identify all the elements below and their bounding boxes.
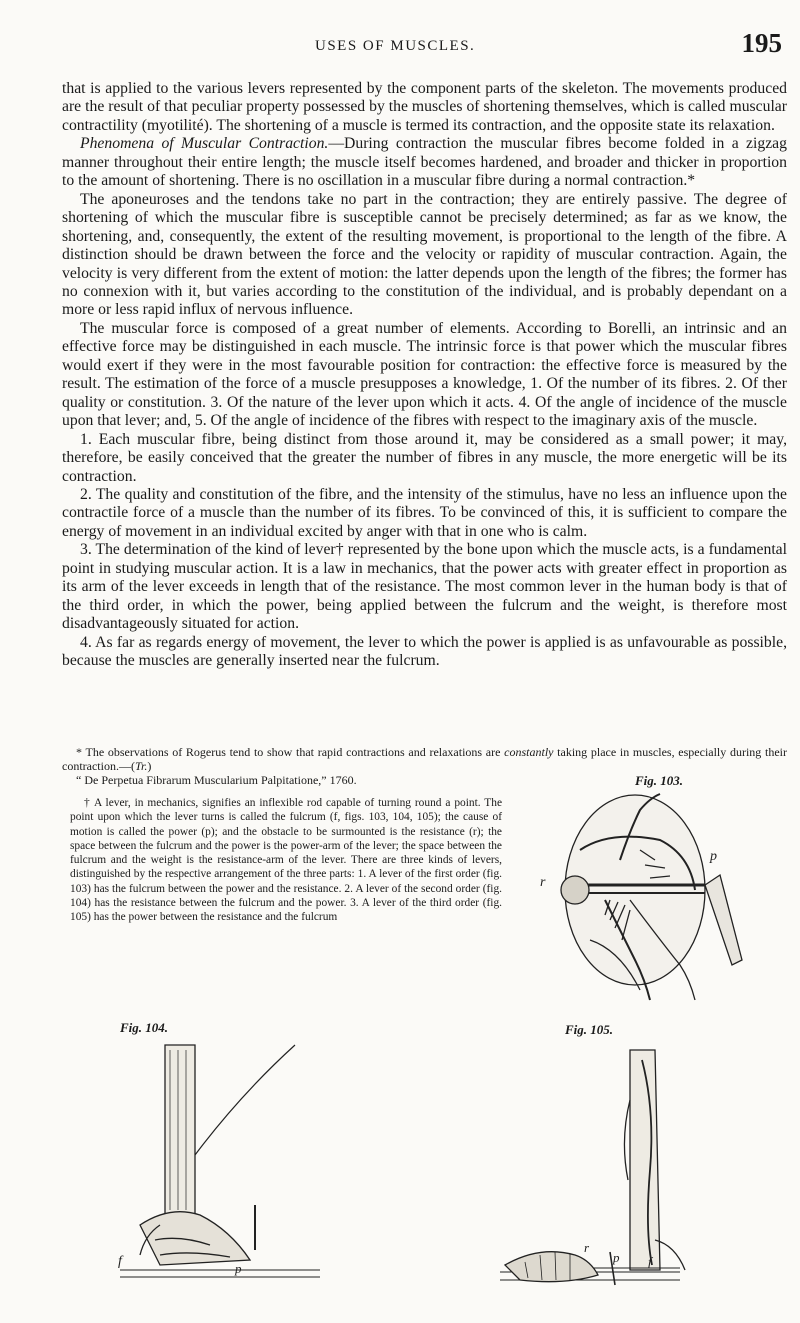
fig-105-f-label: f xyxy=(648,1254,652,1269)
paragraph: 2. The quality and constitution of the fibre, and the intensity of the stimulus, have no less an influence upon the contractile force of a muscle than the number of its fibres. To be convinced of this, it is sufficient to compare the energy of movement in an individual excited by anger with that in one who is calm. xyxy=(62,485,787,540)
page-number: 195 xyxy=(741,28,782,58)
page-header xyxy=(70,28,782,74)
section-heading: Phenomena of Muscular Contraction. xyxy=(80,135,329,153)
main-text xyxy=(62,80,787,671)
footnote-source: “ De Perpetua Fibrarum Muscularium Palpitatione,” 1760. xyxy=(76,773,357,787)
fig-104-illustration xyxy=(100,1035,340,1305)
fig-105-p-label: p xyxy=(613,1250,620,1265)
fig-103-label: Fig. 103. xyxy=(635,773,684,788)
paragraph: Phenomena of Muscular Contraction.—During contraction the muscular fibres become folded in a zigzag manner throughout their entire length; the muscle itself becomes hardened, and broader and thicker in proportion to the amount of shortening. There is no oscillation in a muscular fibre during a normal contraction.* xyxy=(62,135,787,190)
paragraph: 1. Each muscular fibre, being distinct from those around it, may be considered as a small power; it may, therefore, be easily conceived that the greater the number of fibres in any muscle, the more energetic will be its contraction. xyxy=(62,430,787,485)
footnote-dagger: † A lever, in mechanics, signifies an inflexible rod capable of turning round a point. The point upon which the lever turns is called the fulcrum (f, figs. 103, 104, 105); the cause of motion is called the power (p); and the obstacle to be surmounted is the resistance (r); the space between the fulcrum and the power is the power-arm of the lever; the space between the fulcrum and the weight is the resistance-arm of the lever. There are three kinds of levers, distinguished by the respective arrangement of the three parts: 1. A lever of the first order (fig. 103) has the fulcrum between the power and the resistance. 2. A lever of the second order (fig. 104) has the resistance between the fulcrum and the power. 3. A lever of the third order (fig. 105) has the power between the resistance and the fulcrum xyxy=(70,797,502,924)
fig-105-label: Fig. 105. xyxy=(565,1022,614,1037)
fig-105-illustration xyxy=(480,1040,710,1310)
fig-103-illustration xyxy=(510,790,780,1020)
fig-103-r-label: r xyxy=(540,875,546,890)
footnote-star: * The observations of Rogerus tend to show that rapid contractions and relaxations are constantly taking place in muscles, especially during their contraction.—(Tr.) “ De Perpetua Fibrarum Muscularium Palpitatione,” 1760. xyxy=(62,745,787,787)
fig-104-label: Fig. 104. xyxy=(120,1020,169,1035)
paragraph: 3. The determination of the kind of lever† represented by the bone upon which the muscle acts, is a fundamental point in studying muscular action. It is a law in mechanics, that the power acts with greater effect in proportion as its arm of the lever exceeds in length that of the resistance. The most common lever in the human body is that of the third order, in which the power, being applied between the fulcrum and the weight, is therefore most disadvantageously situated for action. xyxy=(62,541,787,633)
fig-105-r-label: r xyxy=(584,1240,590,1255)
paragraph: 4. As far as regards energy of movement, the lever to which the power is applied is as unfavourable as possible, because the muscles are generally inserted near the fulcrum. xyxy=(62,633,787,670)
fig-104-f-label: f xyxy=(118,1254,122,1269)
running-title: USES OF MUSCLES. xyxy=(315,38,476,54)
fig-103-p-label: p xyxy=(710,849,717,864)
fig-104-p-label: p xyxy=(235,1261,242,1276)
paragraph: The aponeuroses and the tendons take no part in the contraction; they are entirely passive. The degree of shortening of which the muscular fibre is susceptible cannot be precisely determined; as far as we know, the shortening, and, consequently, the extent of the resulting movement, is proportional to the length of the fibre. A distinction should be drawn between the force and the velocity or rapidity of muscular contraction. Again, the velocity is very different from the extent of motion: the latter depends upon the length of the fibres; the former has no connexion with it, but varies according to the constitution of the individual, and is probably dependant on a more or less rapid influx of nervous influence. xyxy=(62,190,787,319)
paragraph: The muscular force is composed of a great number of elements. According to Borelli, an intrinsic and an effective force may be distinguished in each muscle. The intrinsic force is that power which the muscular fibres would exert if they were in the most favourable position for contraction: the effective force is measured by the result. The estimation of the force of a muscle presupposes a knowledge, 1. Of the number of its fibres. 2. Of ther quality or constitution. 3. Of the nature of the lever upon which it acts. 4. Of the angle of incidence of the muscle upon that lever; and, 5. Of the angle of incidence of the fibres with respect to the imaginary axis of the muscle. xyxy=(62,319,787,430)
paragraph: that is applied to the various levers represented by the component parts of the skeleton. The movements produced are the result of that peculiar property possessed by the muscles of shortening themselves, which is called muscular contractility (myotilité). The shortening of a muscle is termed its contraction, and the opposite state its relaxation. xyxy=(62,80,787,134)
